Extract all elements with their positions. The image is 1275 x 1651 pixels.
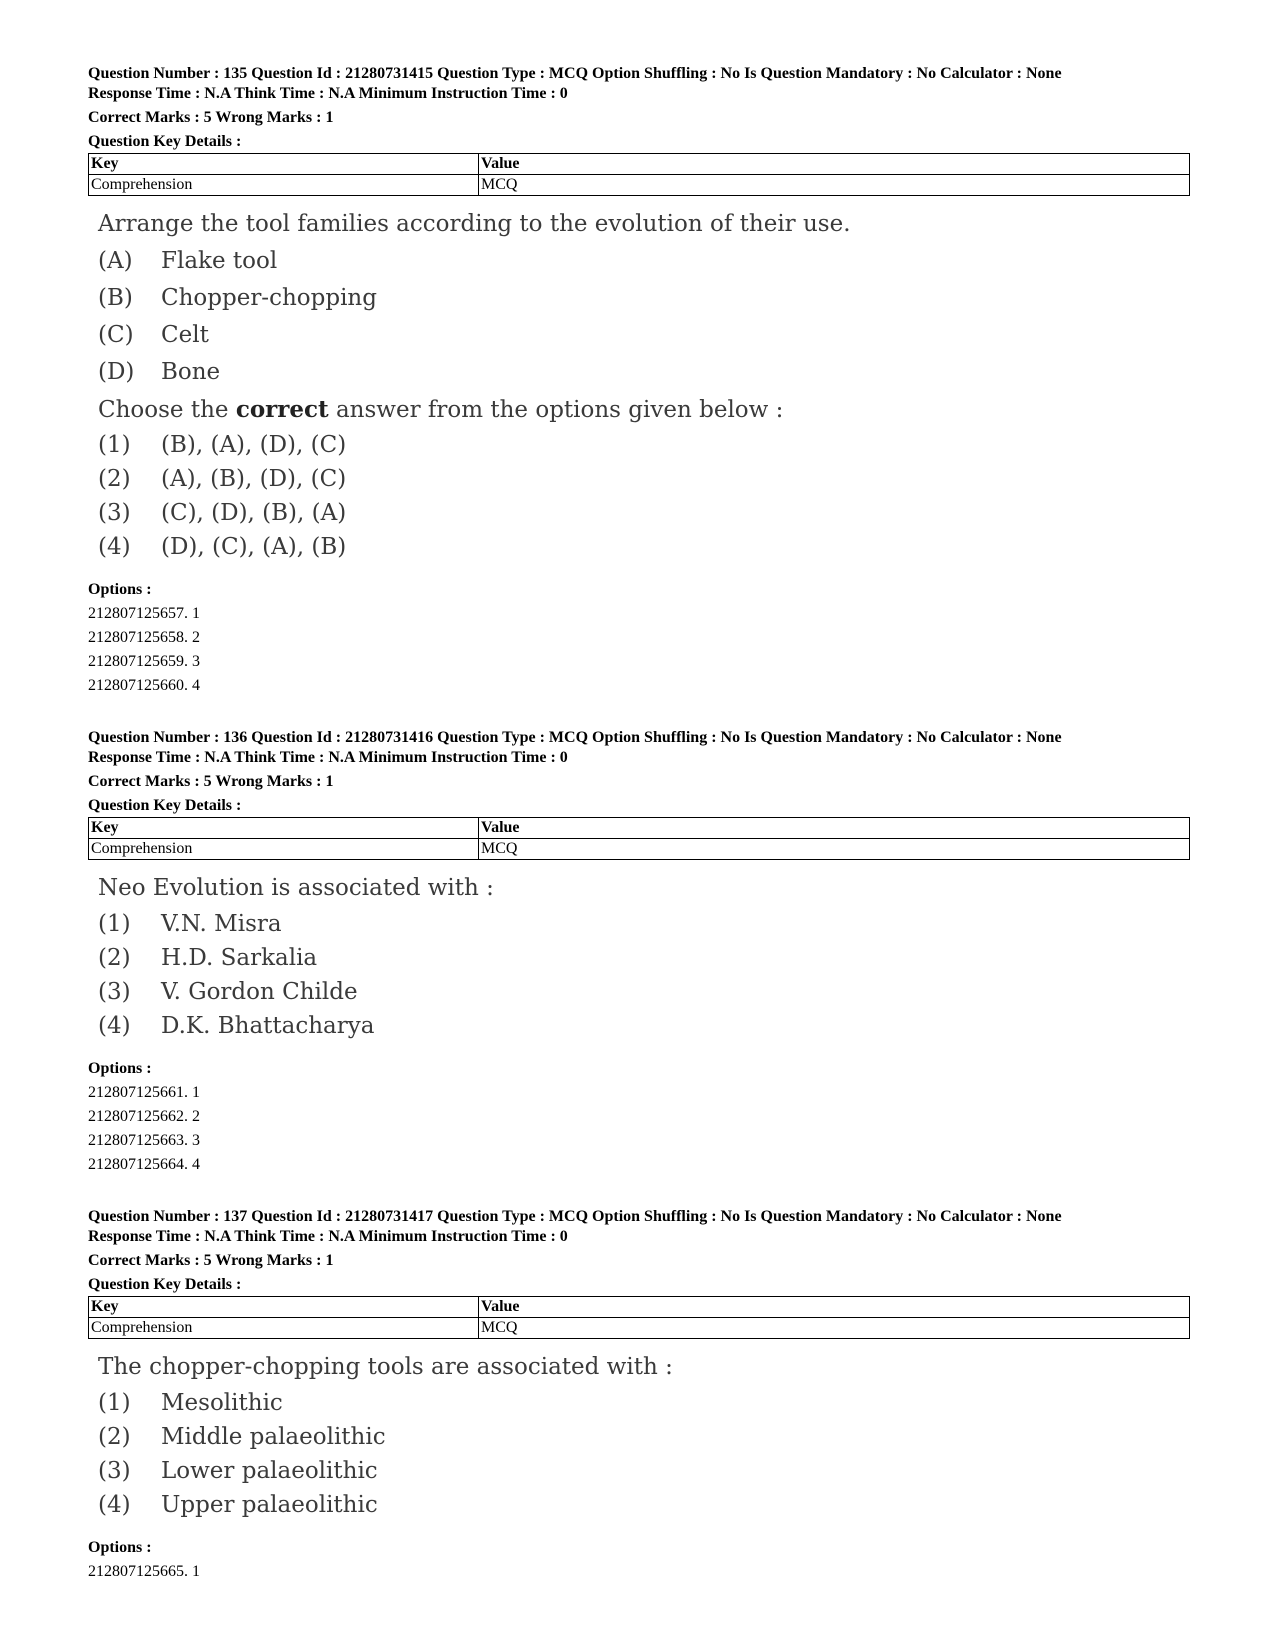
question-key-details-table: [88, 1296, 1190, 1339]
choice-item: [98, 530, 1190, 564]
question-stem: Arrange the tool families according to the evolution of their use.: [98, 211, 851, 237]
choice-label: (1): [98, 1390, 131, 1416]
choice-text: (B), (A), (D), (C): [161, 432, 347, 458]
choice-text: Lower palaeolithic: [161, 1458, 378, 1484]
item-label: (B): [98, 285, 133, 311]
item-label: (D): [98, 359, 135, 385]
question-marks: Correct Marks : 5 Wrong Marks : 1: [88, 1252, 334, 1269]
choice-text: V. Gordon Childe: [161, 979, 358, 1005]
question-meta-line-2: Response Time : N.A Think Time : N.A Minimum Instruction Time : 0: [88, 85, 568, 102]
question-meta-line-1: Question Number : 137 Question Id : 21280731417 Question Type : MCQ Option Shuffling : No Is Question Mandatory : No Calculator : None: [88, 1208, 1062, 1225]
choice-text: Upper palaeolithic: [161, 1492, 378, 1518]
choice-label: (3): [98, 500, 131, 526]
list-item: [98, 243, 1190, 280]
choice-text: (D), (C), (A), (B): [161, 534, 347, 560]
option-id: 212807125660. 4: [88, 677, 200, 694]
option-id: 212807125664. 4: [88, 1156, 200, 1173]
question-marks: Correct Marks : 5 Wrong Marks : 1: [88, 773, 334, 790]
choice-item: [98, 1009, 1190, 1043]
choice-item: [98, 496, 1190, 530]
table-header-key: Key: [89, 1297, 479, 1318]
options-label: Options :: [88, 1539, 152, 1556]
choice-item: [98, 941, 1190, 975]
question-meta-line-2: Response Time : N.A Think Time : N.A Minimum Instruction Time : 0: [88, 749, 568, 766]
item-text: Bone: [161, 359, 221, 385]
question-meta-line-1: Question Number : 136 Question Id : 21280731416 Question Type : MCQ Option Shuffling : No Is Question Mandatory : No Calculator : None: [88, 729, 1062, 746]
question-key-details-label: Question Key Details :: [88, 133, 242, 150]
choice-label: (3): [98, 979, 131, 1005]
question-key-details-label: Question Key Details :: [88, 1276, 242, 1293]
choice-item: [98, 1420, 1190, 1454]
question-marks: Correct Marks : 5 Wrong Marks : 1: [88, 109, 334, 126]
choice-label: (2): [98, 466, 131, 492]
choice-item: [98, 428, 1190, 462]
item-text: Celt: [161, 322, 209, 348]
choice-text: Mesolithic: [161, 1390, 283, 1416]
choice-item: [98, 975, 1190, 1009]
choice-item: [98, 1454, 1190, 1488]
choice-label: (3): [98, 1458, 131, 1484]
table-header-value: Value: [479, 154, 1190, 175]
option-id: 212807125665. 1: [88, 1563, 200, 1580]
choice-item: [98, 1386, 1190, 1420]
option-id: 212807125662. 2: [88, 1108, 200, 1125]
choice-text: D.K. Bhattacharya: [161, 1013, 375, 1039]
question-content: [98, 206, 1190, 564]
options-label: Options :: [88, 581, 152, 598]
choice-text: (C), (D), (B), (A): [161, 500, 347, 526]
choice-label: (4): [98, 534, 131, 560]
question-stem: The chopper-chopping tools are associated with :: [98, 1354, 673, 1380]
item-label: (C): [98, 322, 134, 348]
table-header-value: Value: [479, 818, 1190, 839]
choice-item: [98, 462, 1190, 496]
table-header-key: Key: [89, 154, 479, 175]
option-id: 212807125659. 3: [88, 653, 200, 670]
option-id: 212807125658. 2: [88, 629, 200, 646]
question-block-137: [88, 1207, 1190, 1584]
choice-text: H.D. Sarkalia: [161, 945, 318, 971]
choice-label: (4): [98, 1013, 131, 1039]
question-content: [98, 870, 1190, 1043]
choice-label: (2): [98, 945, 131, 971]
question-stem: Neo Evolution is associated with :: [98, 875, 494, 901]
choice-label: (1): [98, 911, 131, 937]
options-list: [88, 1057, 1190, 1177]
table-header-key: Key: [89, 818, 479, 839]
table-header-value: Value: [479, 1297, 1190, 1318]
question-key-details-label: Question Key Details :: [88, 797, 242, 814]
item-label: (A): [98, 248, 133, 274]
options-list: [88, 578, 1190, 698]
choice-label: (4): [98, 1492, 131, 1518]
choice-label: (1): [98, 432, 131, 458]
question-block-135: [88, 64, 1190, 698]
question-key-details-table: [88, 817, 1190, 860]
option-id: 212807125663. 3: [88, 1132, 200, 1149]
option-id: 212807125661. 1: [88, 1084, 200, 1101]
table-cell-key: Comprehension: [89, 839, 479, 860]
choice-item: [98, 907, 1190, 941]
option-id: 212807125657. 1: [88, 605, 200, 622]
list-item: [98, 280, 1190, 317]
list-item: [98, 317, 1190, 354]
choice-text: V.N. Misra: [161, 911, 282, 937]
choice-text: Middle palaeolithic: [161, 1424, 386, 1450]
list-item: [98, 354, 1190, 391]
choice-item: [98, 1488, 1190, 1522]
question-block-136: [88, 728, 1190, 1177]
table-cell-key: Comprehension: [89, 175, 479, 196]
table-cell-value: MCQ: [479, 839, 1190, 860]
options-label: Options :: [88, 1060, 152, 1077]
table-cell-key: Comprehension: [89, 1318, 479, 1339]
choice-label: (2): [98, 1424, 131, 1450]
question-key-details-table: [88, 153, 1190, 196]
item-text: Flake tool: [161, 248, 278, 274]
options-list: [88, 1536, 1190, 1584]
table-cell-value: MCQ: [479, 1318, 1190, 1339]
table-cell-value: MCQ: [479, 175, 1190, 196]
item-text: Chopper-chopping: [161, 285, 377, 311]
question-meta-line-1: Question Number : 135 Question Id : 21280731415 Question Type : MCQ Option Shuffling : No Is Question Mandatory : No Calculator : None: [88, 65, 1062, 82]
choice-text: (A), (B), (D), (C): [161, 466, 347, 492]
question-instruction: Choose the correct answer from the options given below :: [98, 396, 784, 423]
question-meta-line-2: Response Time : N.A Think Time : N.A Minimum Instruction Time : 0: [88, 1228, 568, 1245]
question-content: [98, 1349, 1190, 1522]
